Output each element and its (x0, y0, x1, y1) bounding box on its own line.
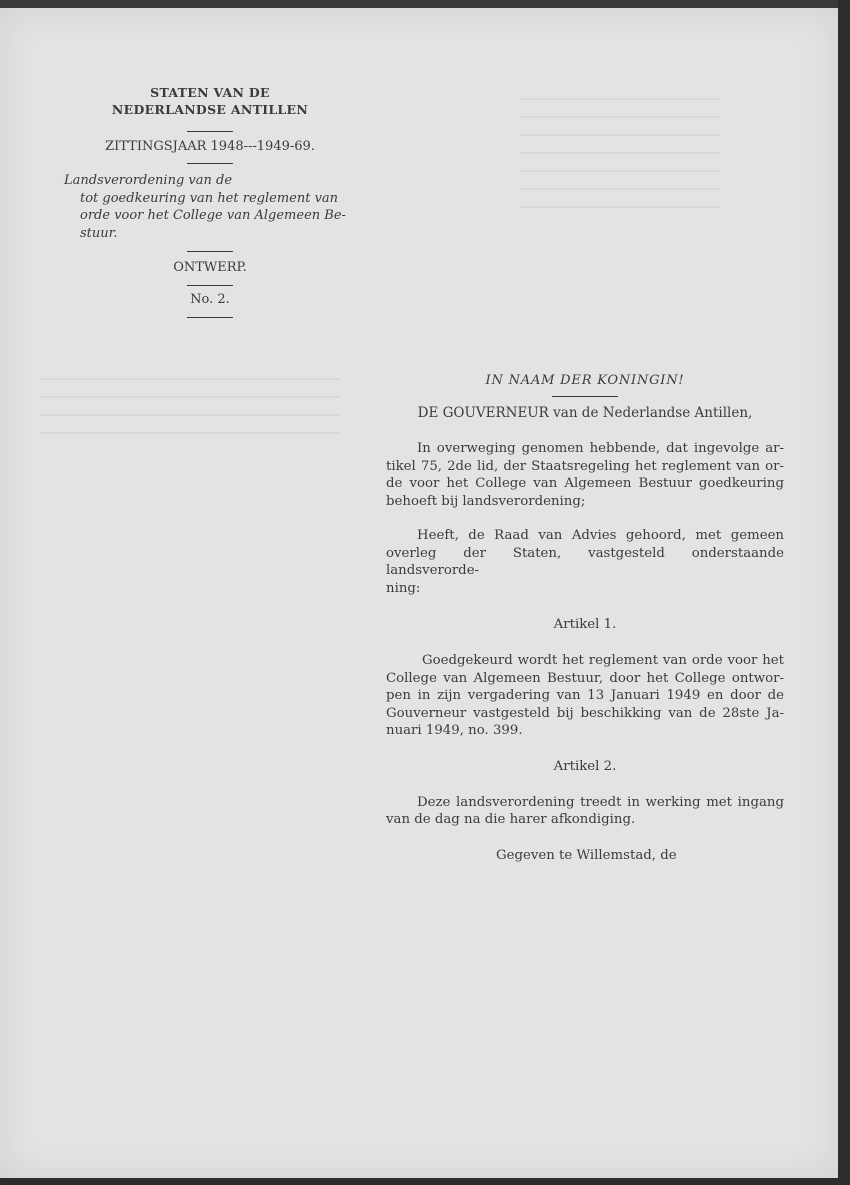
paragraph-line: van de dag na die harer afkondiging. (386, 812, 636, 827)
paragraph-line: pen in zijn vergadering van 13 Januari 1949 en door de (386, 688, 784, 703)
title-line-1: STATEN VAN DE (150, 85, 270, 100)
document-page (0, 8, 838, 1178)
paragraph-line: Heeft, de Raad van Advies gehoord, met gemeen (417, 528, 784, 543)
paragraph-line: Gouverneur vastgesteld bij beschikking van de 28ste Ja- (386, 705, 784, 721)
subject-line: stuur. (80, 225, 118, 241)
number-label: No. 2. (190, 292, 230, 307)
paragraph-line: In overweging genomen hebbende, dat ingevolge ar- (417, 441, 784, 456)
scan-border-bottom (0, 1178, 850, 1185)
subject-line: tot goedkeuring van het reglement van (80, 190, 339, 206)
paragraph-line: overleg der Staten, vastgesteld onderstaande landsverorde- (386, 545, 784, 578)
paragraph-line: College van Algemeen Bestuur, door het College ontwor- (386, 670, 784, 686)
paragraph-line: Goedgekeurd wordt het reglement van orde voor het (422, 653, 784, 668)
title-line-2: NEDERLANDSE ANTILLEN (111, 102, 309, 117)
subject-line: orde voor het College van Algemeen Be- (80, 208, 346, 223)
session-year: ZITTINGSJAAR 1948---1949-69. (105, 139, 315, 154)
article-1-heading: Artikel 1. (553, 617, 617, 632)
invocation: IN NAAM DER KONINGIN! (485, 373, 685, 388)
divider (187, 317, 233, 318)
subject-line: Landsverordening van de (64, 173, 233, 188)
given-at-line: Gegeven te Willemstad, de (496, 847, 677, 863)
enacting-paragraph (386, 527, 784, 597)
show-through-text (40, 378, 340, 448)
divider (187, 285, 233, 286)
document-header (60, 84, 360, 318)
draft-label: ONTWERP. (173, 260, 247, 275)
scan-border-right (838, 0, 850, 1185)
article-2-heading: Artikel 2. (553, 758, 617, 774)
considering-paragraph (386, 440, 784, 510)
paragraph-line: tikel 75, 2de lid, der Staatsregeling het reglement van or- (386, 458, 784, 474)
subject (60, 172, 360, 242)
article-2-text (386, 794, 784, 829)
divider (187, 163, 233, 164)
divider (552, 396, 618, 397)
show-through-text (520, 98, 720, 218)
paragraph-line: behoeft bij landsverordening; (386, 493, 586, 509)
governor-line: DE GOUVERNEUR van de Nederlandse Antillen, (417, 405, 753, 421)
paragraph-line: de voor het College van Algemeen Bestuur goedkeuring (386, 476, 784, 491)
document-body (386, 372, 784, 865)
paragraph-line: ning: (386, 580, 421, 596)
article-1-text (386, 652, 784, 740)
divider (187, 131, 233, 132)
paragraph-line: Deze landsverordening treedt in werking met ingang (417, 794, 784, 810)
paragraph-line: nuari 1949, no. 399. (386, 723, 523, 738)
divider (187, 251, 233, 252)
